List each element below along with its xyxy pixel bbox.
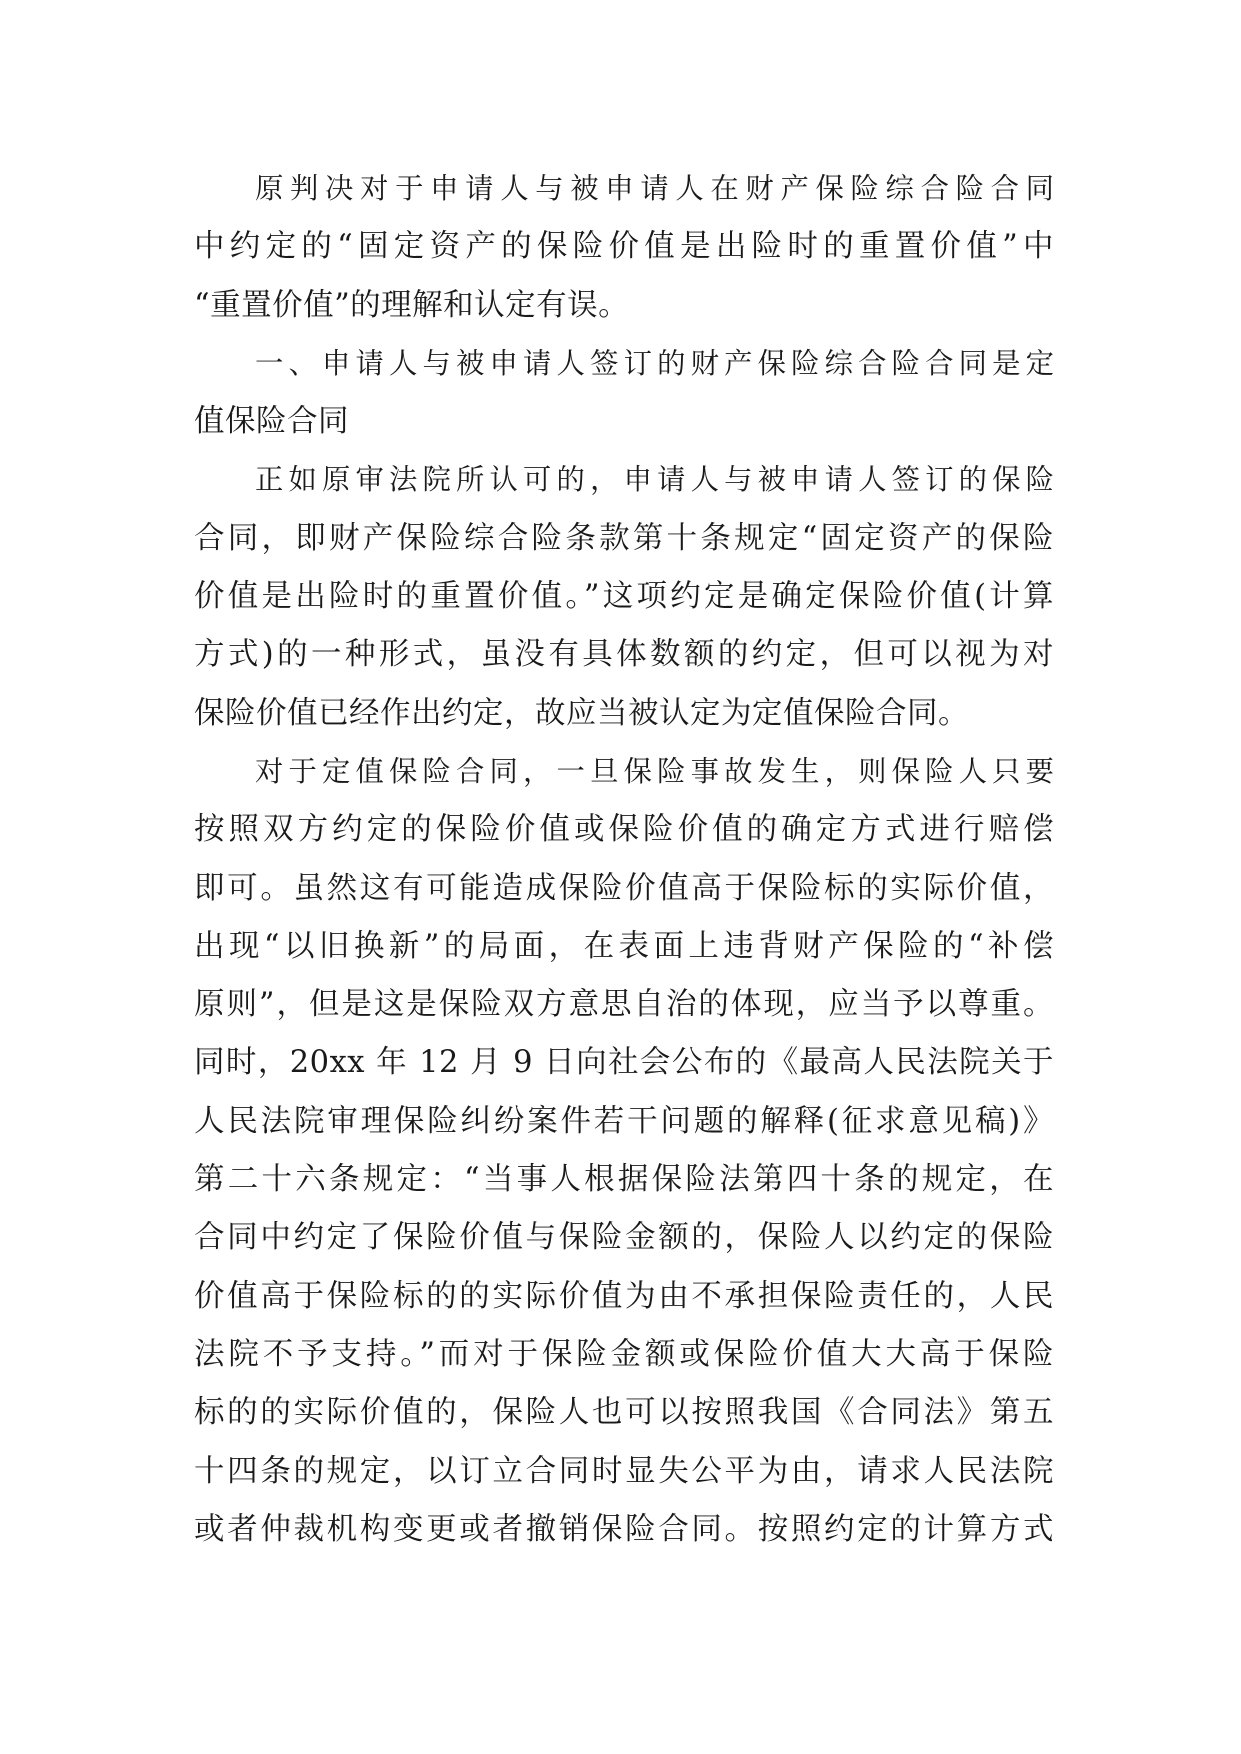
text-line: 同时，20xx 年 12 月 9 日向社会公布的《最高人民法院关于 xyxy=(194,1045,1054,1081)
text-line: 合同中约定了保险价值与保险金额的，保险人以约定的保险 xyxy=(194,1220,1054,1256)
text-line: 人民法院审理保险纠纷案件若干问题的解释(征求意见稿)》 xyxy=(194,1103,1054,1139)
text-line: 原则”，但是这是保险双方意思自治的体现，应当予以尊重。 xyxy=(194,987,1054,1023)
text-line: 合同，即财产保险综合险条款第十条规定“固定资产的保险 xyxy=(194,520,1054,556)
text-line: 第二十六条规定：“当事人根据保险法第四十条的规定，在 xyxy=(194,1162,1054,1198)
text-line: 按照双方约定的保险价值或保险价值的确定方式进行赔偿 xyxy=(194,812,1054,848)
text-line: 法院不予支持。”而对于保险金额或保险价值大大高于保险 xyxy=(194,1336,1054,1372)
text-line: 十四条的规定，以订立合同时显失公平为由，请求人民法院 xyxy=(194,1453,1054,1489)
text-line: 出现“以旧换新”的局面，在表面上违背财产保险的“补偿 xyxy=(194,928,1054,964)
text-line: 方式)的一种形式，虽没有具体数额的约定，但可以视为对 xyxy=(194,637,1054,673)
text-line: 或者仲裁机构变更或者撤销保险合同。按照约定的计算方式 xyxy=(194,1511,1054,1547)
text-line: 中约定的“固定资产的保险价值是出险时的重置价值”中 xyxy=(194,229,1054,265)
text-line: 对于定值保险合同，一旦保险事故发生，则保险人只要 xyxy=(255,754,1054,788)
text-line: 标的的实际价值的，保险人也可以按照我国《合同法》第五 xyxy=(194,1395,1054,1431)
text-line: 价值是出险时的重置价值。”这项约定是确定保险价值(计算 xyxy=(194,579,1054,615)
text-line: “重置价值”的理解和认定有误。 xyxy=(194,287,630,323)
text-line: 一、申请人与被申请人签订的财产保险综合险合同是定 xyxy=(255,346,1054,380)
text-line: 原判决对于申请人与被申请人在财产保险综合险合同 xyxy=(255,172,1054,205)
text-line: 即可。虽然这有可能造成保险价值高于保险标的实际价值， xyxy=(194,870,1054,906)
text-line: 值保险合同 xyxy=(194,404,349,440)
text-line: 正如原审法院所认可的，申请人与被申请人签订的保险 xyxy=(255,463,1054,497)
text-line: 保险价值已经作出约定，故应当被认定为定值保险合同。 xyxy=(194,695,969,731)
text-line: 价值高于保险标的的实际价值为由不承担保险责任的，人民 xyxy=(194,1278,1054,1314)
document-body xyxy=(194,160,1054,1559)
